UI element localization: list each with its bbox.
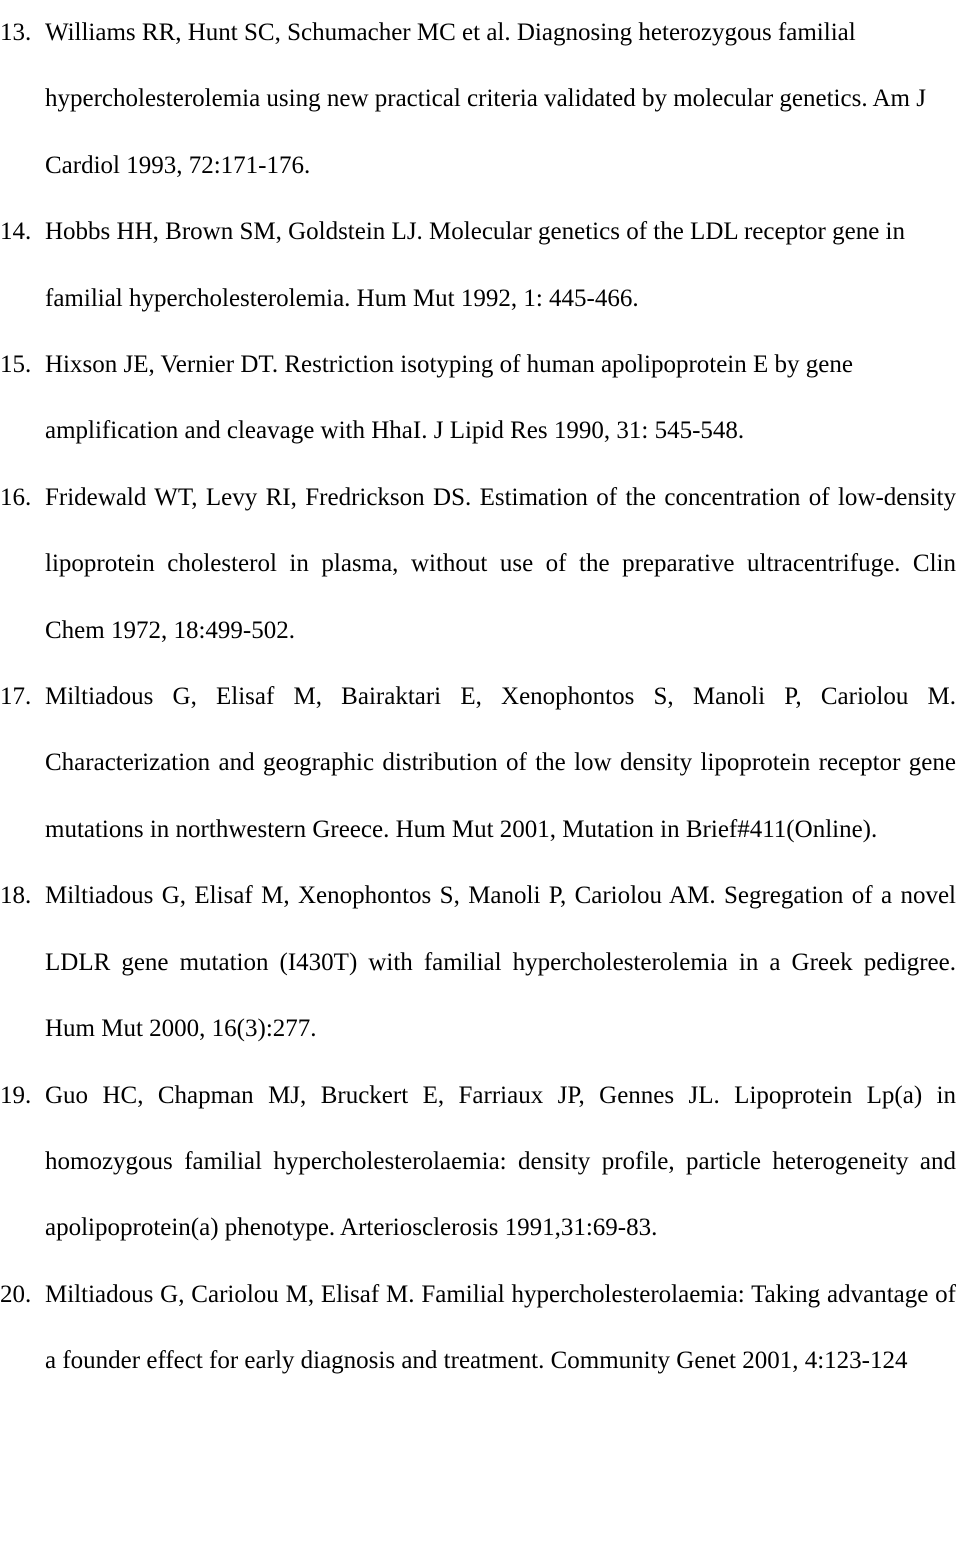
reference-item-18 <box>0 863 960 1062</box>
reference-number: 15. <box>0 351 32 379</box>
reference-number: 16. <box>0 483 32 511</box>
reference-item-14 <box>0 199 960 332</box>
reference-text: Hobbs HH, Brown SM, Goldstein LJ. Molecular genetics of the LDL receptor gene in familial hypercholesterolemia. Hum Mut 1992, 1: 445-466. <box>45 218 905 312</box>
reference-item-15 <box>0 332 960 465</box>
reference-number: 19. <box>0 1081 32 1109</box>
reference-text: Miltiadous G, Elisaf M, Bairaktari E, Xenophontos S, Manoli P, Cariolou M. Characterization and geographic distribution of the low density lipoprotein receptor gene mutations in northwestern Greece. Hum Mut 2001, Mutation in Brief#411(Online). <box>45 683 956 843</box>
reference-item-20 <box>0 1262 960 1395</box>
reference-text: Hixson JE, Vernier DT. Restriction isotyping of human apolipoprotein E by gene amplification and cleavage with HhaI. J Lipid Res 1990, 31: 545-548. <box>45 351 853 445</box>
reference-text: Guo HC, Chapman MJ, Bruckert E, Farriaux JP, Gennes JL. Lipoprotein Lp(a) in homozygous familial hypercholesterolaemia: density profile, particle heterogeneity and apolipoprotein(a) phenotype. Arteriosclerosis 1991,31:69-83. <box>45 1081 956 1242</box>
reference-text: Williams RR, Hunt SC, Schumacher MC et al. Diagnosing heterozygous familial hypercholesterolemia using new practical criteria validated by molecular genetics. Am J Cardiol 1993, 72:171-176. <box>45 19 926 179</box>
reference-text: Miltiadous G, Elisaf M, Xenophontos S, Manoli P, Cariolou AM. Segregation of a novel LDLR gene mutation (I430T) with familial hypercholesterolemia in a Greek pedigree. Hum Mut 2000, 16(3):277. <box>45 882 956 1043</box>
reference-number: 20. <box>0 1280 32 1308</box>
reference-number: 17. <box>0 683 32 711</box>
reference-item-17 <box>0 664 960 863</box>
reference-number: 13. <box>0 19 32 46</box>
reference-text: Fridewald WT, Levy RI, Fredrickson DS. Estimation of the concentration of low-density lipoprotein cholesterol in plasma, without use of the preparative ultracentrifuge. Clin Chem 1972, 18:499-502. <box>45 483 956 644</box>
reference-number: 18. <box>0 882 32 910</box>
reference-number: 14. <box>0 218 32 246</box>
reference-item-13 <box>0 0 960 199</box>
reference-text: Miltiadous G, Cariolou M, Elisaf M. Familial hypercholesterolaemia: Taking advantage of a founder effect for early diagnosis and treatment. Community Genet 2001, 4:123-124 <box>45 1280 956 1375</box>
reference-item-19 <box>0 1063 960 1262</box>
reference-item-16 <box>0 465 960 664</box>
